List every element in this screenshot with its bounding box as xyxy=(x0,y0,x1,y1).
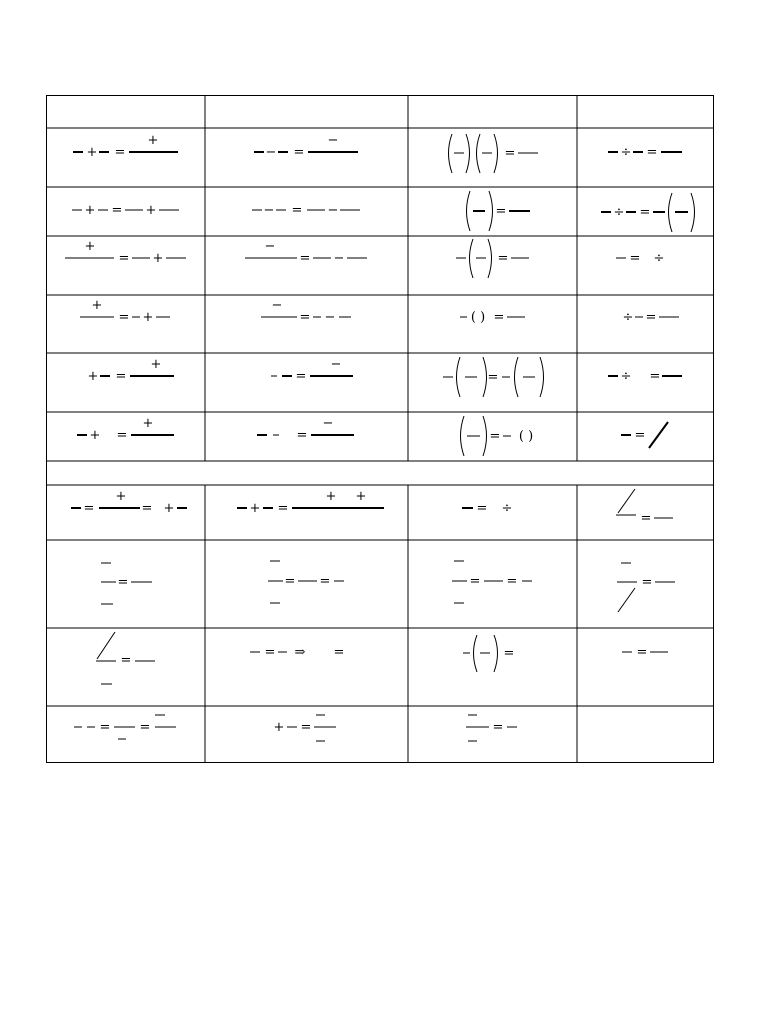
op: = xyxy=(333,645,345,660)
cell-r6c2 xyxy=(257,416,354,443)
op: − xyxy=(327,133,339,148)
op: − xyxy=(327,203,339,218)
op: + xyxy=(273,720,285,735)
op: = xyxy=(492,720,504,735)
op: = xyxy=(284,574,296,589)
op: = xyxy=(118,251,130,266)
op: = xyxy=(489,429,501,444)
op: = xyxy=(264,645,276,660)
op: = xyxy=(636,645,648,660)
op: + xyxy=(152,251,164,266)
op: = xyxy=(645,310,657,325)
op: = xyxy=(99,720,111,735)
cell-r4c2 xyxy=(261,298,351,325)
op: − xyxy=(322,416,334,431)
cell-r2c4 xyxy=(601,193,695,232)
cell-r8c3 xyxy=(462,501,512,516)
cell-r3c1 xyxy=(65,239,186,266)
op: = xyxy=(296,428,308,443)
cell-r3c4 xyxy=(616,251,664,266)
cell-r5c2 xyxy=(271,357,353,384)
cell-r2c1 xyxy=(72,203,179,218)
op: = xyxy=(83,501,95,516)
formula-table xyxy=(46,95,714,763)
cell-r11c1 xyxy=(74,715,176,739)
cell-r1c4 xyxy=(608,145,682,160)
cell-r10c4 xyxy=(622,645,668,660)
op: = xyxy=(299,251,311,266)
cell-r6c1 xyxy=(77,416,174,443)
op: = xyxy=(497,251,509,266)
op: = xyxy=(469,574,481,589)
op: ⇒ xyxy=(294,645,306,660)
cell-r5c4 xyxy=(608,369,682,384)
op: = xyxy=(503,646,515,661)
op: = xyxy=(493,310,505,325)
op: ÷ xyxy=(653,251,665,266)
cell-r11c3 xyxy=(466,715,517,741)
formula-sheet xyxy=(46,95,714,763)
cell-r5c1 xyxy=(88,357,174,384)
cell-r1c3 xyxy=(449,134,539,173)
cell-r2c3 xyxy=(467,191,531,231)
op: = xyxy=(141,501,153,516)
op: = xyxy=(117,575,129,590)
op: + xyxy=(115,489,127,504)
cell-r9c3 xyxy=(452,561,532,603)
cell-r6c4 xyxy=(621,422,668,448)
op: = xyxy=(291,203,303,218)
op: = xyxy=(277,501,289,516)
cell-r3c3 xyxy=(456,239,529,278)
op: + xyxy=(87,369,99,384)
cell-r4c1 xyxy=(80,298,170,325)
op: + xyxy=(142,416,154,431)
op: = xyxy=(629,251,641,266)
cell-r9c4 xyxy=(617,563,675,612)
op: = xyxy=(293,145,305,160)
cell-r4c3 xyxy=(460,310,525,325)
op: = xyxy=(506,574,518,589)
op: + xyxy=(145,203,157,218)
op: ÷ xyxy=(620,145,632,160)
cell-r2c2 xyxy=(252,203,360,218)
cell-r11c2 xyxy=(274,715,336,741)
op: + xyxy=(150,357,162,372)
op: = xyxy=(639,205,651,220)
op: − xyxy=(333,251,345,266)
op: + xyxy=(89,428,101,443)
cell-r10c1 xyxy=(96,632,155,684)
cell-r8c1 xyxy=(71,489,187,516)
cell-r10c2 xyxy=(250,645,344,660)
op: = xyxy=(487,370,499,385)
cell-r4c4 xyxy=(623,310,679,325)
op: + xyxy=(86,145,98,160)
op: + xyxy=(147,133,159,148)
op: + xyxy=(355,489,367,504)
op: = xyxy=(640,511,652,526)
op: = xyxy=(646,145,658,160)
cell-r5c3 xyxy=(443,357,544,397)
op: = xyxy=(300,720,312,735)
op: = xyxy=(114,145,126,160)
op: = xyxy=(116,428,128,443)
op: ÷ xyxy=(620,369,632,384)
cell-r1c2 xyxy=(254,133,358,160)
cell-r8c2 xyxy=(237,489,384,516)
op: = xyxy=(295,369,307,384)
op: = xyxy=(115,369,127,384)
cell-r8c4 xyxy=(616,489,673,526)
op: − xyxy=(263,203,275,218)
op: = xyxy=(111,203,123,218)
op: + xyxy=(84,239,96,254)
op: = xyxy=(299,310,311,325)
op: = xyxy=(476,501,488,516)
op: = xyxy=(641,575,653,590)
op: + xyxy=(142,310,154,325)
op: = xyxy=(634,428,646,443)
op: ÷ xyxy=(501,501,513,516)
op: − xyxy=(271,298,283,313)
cell-r10c3 xyxy=(463,635,514,672)
op: + xyxy=(249,501,261,516)
cell-r9c2 xyxy=(268,561,344,603)
op: = xyxy=(649,369,661,384)
op: + xyxy=(84,203,96,218)
op: + xyxy=(325,489,337,504)
cell-r3c2 xyxy=(245,239,367,266)
op: = xyxy=(504,146,516,161)
cell-r6c3 xyxy=(461,416,534,456)
op: + xyxy=(163,501,175,516)
cell-r1c1 xyxy=(73,133,178,160)
op: ÷ xyxy=(622,310,634,325)
op: = xyxy=(120,653,132,668)
op: ÷ xyxy=(613,205,625,220)
op: − xyxy=(324,310,336,325)
cell-r9c1 xyxy=(101,563,152,604)
op: − xyxy=(330,357,342,372)
op: = xyxy=(495,204,507,219)
op: = xyxy=(319,574,331,589)
op: + xyxy=(91,298,103,313)
op: ( ) xyxy=(518,429,534,444)
op: − xyxy=(265,145,277,160)
op: = xyxy=(118,310,130,325)
op: = xyxy=(139,720,151,735)
op: − xyxy=(264,239,276,254)
op: ( ) xyxy=(470,310,486,325)
